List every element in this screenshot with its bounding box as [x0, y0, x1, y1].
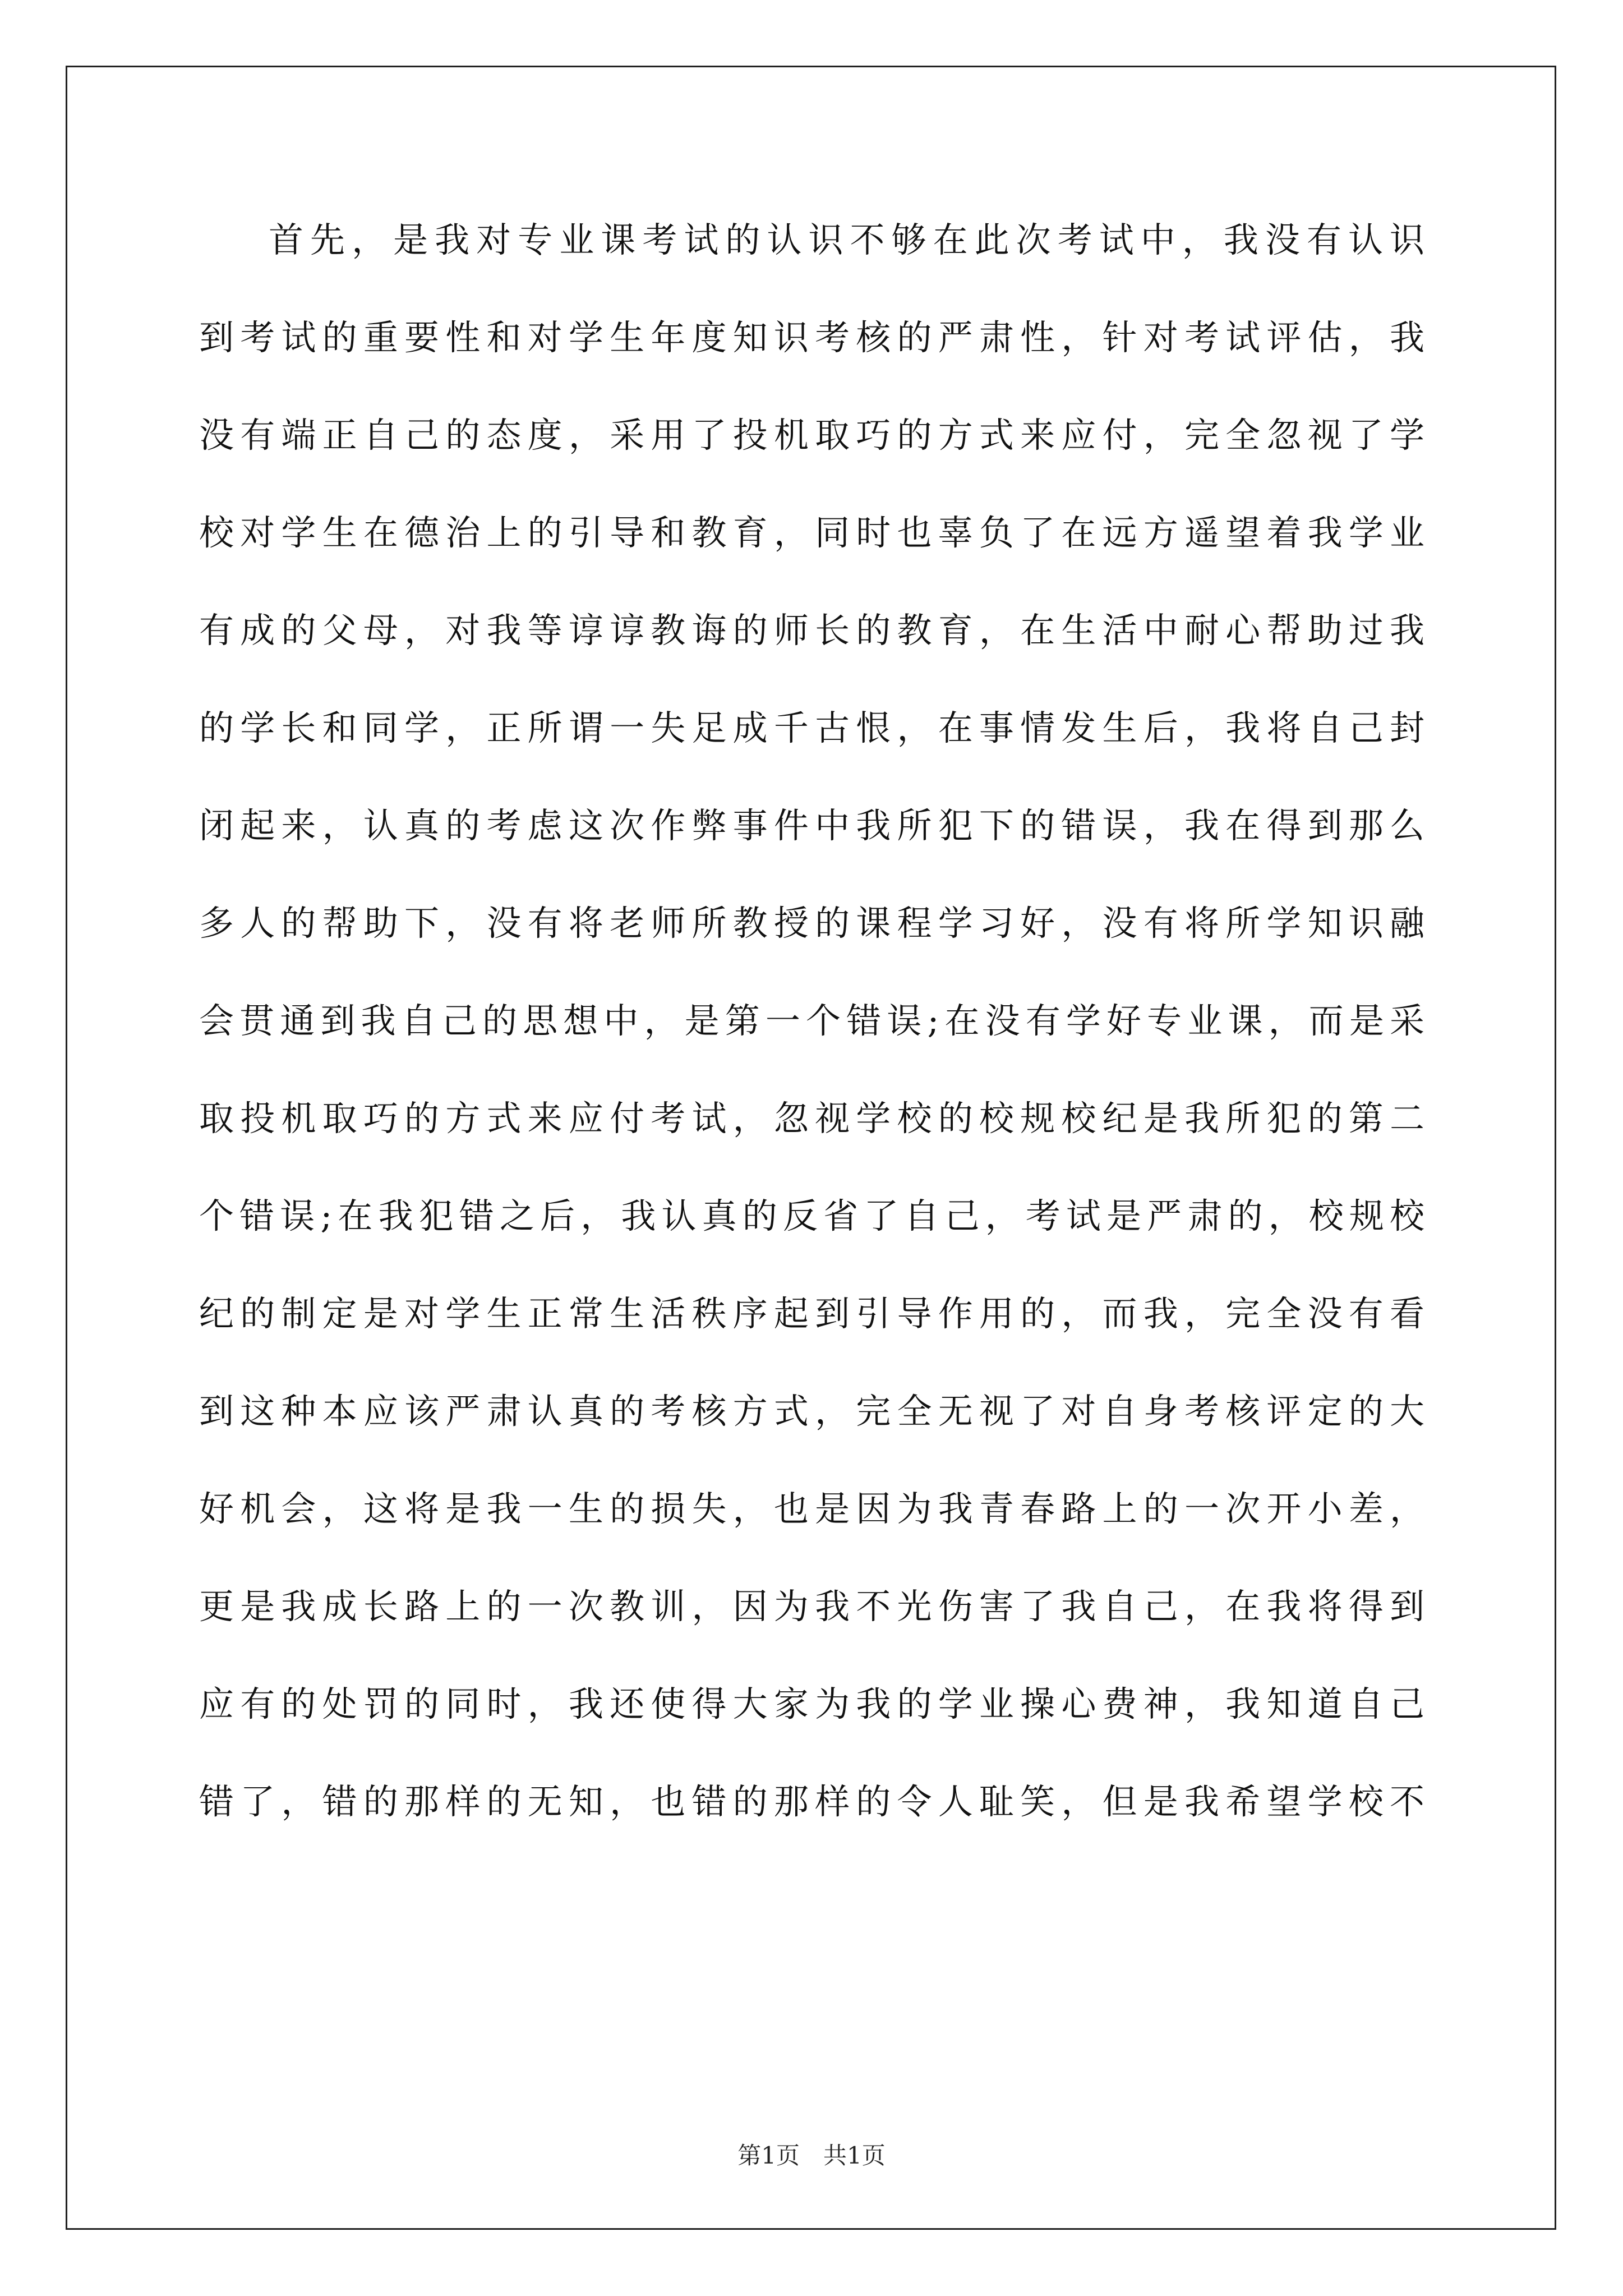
- text-line: 闭起来，认真的考虑这次作弊事件中我所犯下的错误，我在得到那么: [199, 805, 1424, 846]
- text-line: 校对学生在德治上的引导和教育，同时也辜负了在远方遥望着我学业: [199, 512, 1424, 553]
- text-line: 没有端正自己的态度，采用了投机取巧的方式来应付，完全忽视了学: [199, 415, 1424, 455]
- text-line: 到这种本应该严肃认真的考核方式，完全无视了对自身考核评定的大: [199, 1391, 1424, 1432]
- text-line: 会贯通到我自己的思想中，是第一个错误;在没有学好专业课，而是采: [199, 1000, 1424, 1041]
- text-line: 取投机取巧的方式来应付考试，忽视学校的校规校纪是我所犯的第二: [199, 1098, 1424, 1139]
- text-line: 个错误;在我犯错之后，我认真的反省了自己，考试是严肃的，校规校: [199, 1195, 1424, 1236]
- page-footer: 第1页 共1页: [737, 2142, 886, 2169]
- text-line: 首先，是我对专业课考试的认识不够在此次考试中，我没有认识: [269, 219, 1424, 260]
- text-line: 到考试的重要性和对学生年度知识考核的严肃性，针对考试评估，我: [199, 317, 1424, 358]
- text-line: 纪的制定是对学生正常生活秩序起到引导作用的，而我，完全没有看: [199, 1293, 1424, 1334]
- text-line: 多人的帮助下，没有将老师所教授的课程学习好，没有将所学知识融: [199, 903, 1424, 944]
- text-line: 好机会，这将是我一生的损失，也是因为我青春路上的一次开小差，: [199, 1488, 1424, 1529]
- text-line: 有成的父母，对我等谆谆教诲的师长的教育，在生活中耐心帮助过我: [199, 610, 1424, 651]
- text-line: 错了，错的那样的无知，也错的那样的令人耻笑，但是我希望学校不: [199, 1781, 1424, 1822]
- text-line: 应有的处罚的同时，我还使得大家为我的学业操心费神，我知道自己: [199, 1683, 1424, 1724]
- text-line: 的学长和同学，正所谓一失足成千古恨，在事情发生后，我将自己封: [199, 707, 1424, 748]
- document-body: [199, 218, 1424, 1877]
- text-line: 更是我成长路上的一次教训，因为我不光伤害了我自己，在我将得到: [199, 1586, 1424, 1627]
